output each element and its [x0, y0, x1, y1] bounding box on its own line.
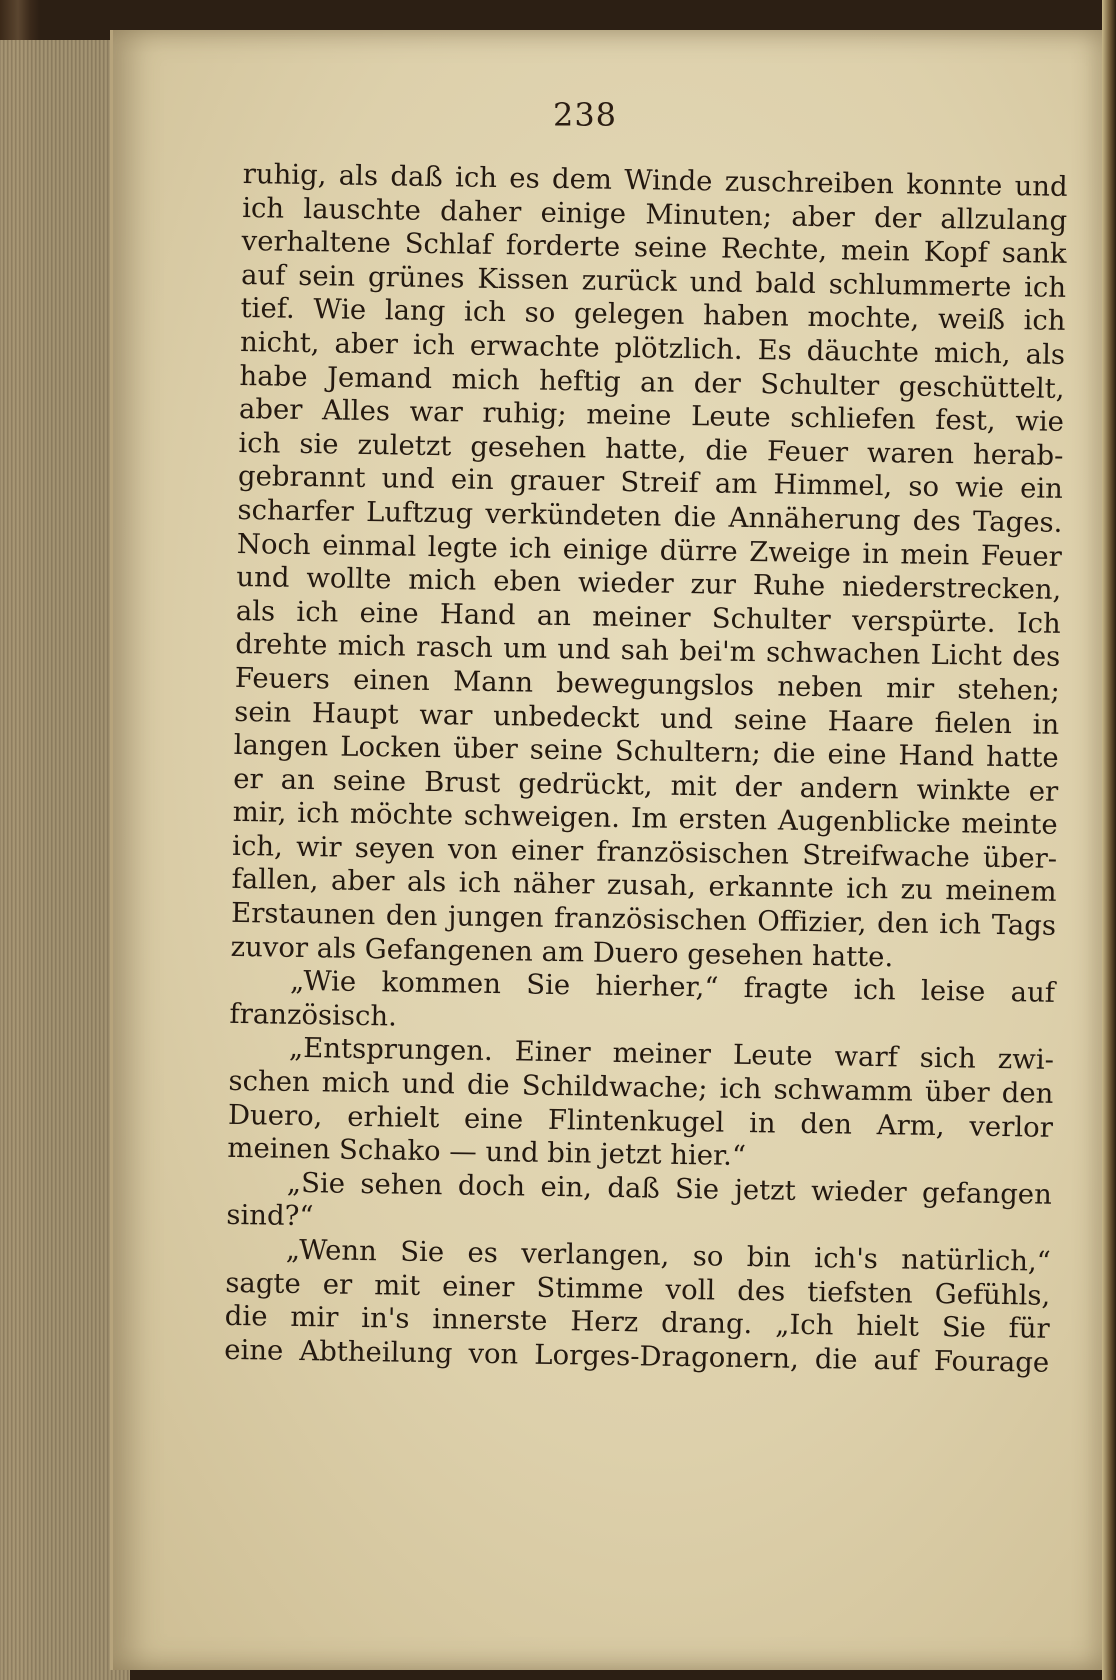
text-line: ich, wir seyen von einer französischen Streifwache über-: [231, 829, 1058, 875]
text-line: ruhig, als daß ich es dem Winde zuschreiben konnte und: [242, 158, 1068, 203]
text-line: französisch.: [229, 997, 398, 1033]
body-text: [224, 158, 1068, 1380]
text-line: er an seine Brust gedrückt, mit der andern winkte er: [232, 762, 1059, 808]
text-line: gebrannt und ein grauer Streif am Himmel, so wie ein: [237, 460, 1064, 506]
text-line: eine Abtheilung von Lorges-Dragonern, die auf Fourage: [224, 1333, 1050, 1379]
page-number: 238: [552, 96, 618, 134]
text-line: aber Alles war ruhig; meine Leute schliefen fest, wie: [238, 393, 1065, 439]
text-line: ich sie zuletzt gesehen hatte, die Feuer waren herab-: [238, 426, 1064, 472]
text-line: als ich eine Hand an meiner Schulter verspürte. Ich: [235, 594, 1062, 640]
text-line: „Sie sehen doch ein, daß Sie jetzt wieder gefangen: [286, 1166, 1053, 1211]
text-line: zuvor als Gefangenen am Duero gesehen hatte.: [230, 930, 894, 973]
text-line: meinen Schako — und bin jetzt hier.“: [227, 1132, 747, 1173]
book-binding: [1102, 0, 1116, 1680]
text-line: Noch einmal legte ich einige dürre Zweige in mein Feuer: [236, 527, 1063, 573]
text-line: „Wenn Sie es verlangen, so bin ich's natürlich,“: [285, 1233, 1052, 1278]
text-line: „Wie kommen Sie hierher,“ fragte ich leise auf: [289, 965, 1056, 1010]
text-line: mir, ich möchte schweigen. Im ersten Augenblicke meinte: [232, 796, 1058, 842]
text-line: ich lauschte daher einige Minuten; aber der allzulang: [241, 191, 1068, 237]
text-line: sagte er mit einer Stimme voll des tiefsten Gefühls,: [225, 1266, 1051, 1312]
text-line: verhaltene Schlaf forderte seine Rechte, mein Kopf sank: [241, 225, 1067, 271]
text-line: Feuers einen Mann bewegungslos neben mir stehen;: [234, 661, 1060, 707]
text-line: scharfer Luftzug verkündeten die Annäherung des Tages.: [237, 493, 1063, 539]
text-line: habe Jemand mich heftig an der Schulter geschüttelt,: [239, 359, 1065, 405]
text-line: sind?“: [226, 1199, 314, 1233]
text-line: die mir in's innerste Herz drang. „Ich hielt Sie für: [224, 1300, 1050, 1346]
text-line: nicht, aber ich erwachte plötzlich. Es däuchte mich, als: [239, 325, 1066, 371]
text-line: sein Haupt war unbedeckt und seine Haare fielen in: [234, 695, 1060, 741]
text-line: Duero, erhielt eine Flintenkugel in den Arm, verlor: [227, 1098, 1054, 1144]
text-line: tief. Wie lang ich so gelegen haben mochte, weiß ich: [240, 292, 1066, 338]
text-line: auf sein grünes Kissen zurück und bald schlummerte ich: [240, 258, 1067, 304]
text-line: „Entsprungen. Einer meiner Leute warf sich zwi-: [288, 1032, 1055, 1077]
text-line: schen mich und die Schildwache; ich schwamm über den: [228, 1064, 1054, 1110]
text-line: Erstaunen den jungen französischen Offizier, den ich Tags: [230, 896, 1057, 942]
text-line: langen Locken über seine Schultern; die eine Hand hatte: [233, 729, 1059, 774]
text-line: fallen, aber als ich näher zusah, erkannte ich zu meinem: [231, 863, 1057, 909]
text-line: und wollte mich eben wieder zur Ruhe niederstrecken,: [236, 561, 1062, 607]
text-line: drehte mich rasch um und sah bei'm schwachen Licht des: [235, 628, 1061, 674]
